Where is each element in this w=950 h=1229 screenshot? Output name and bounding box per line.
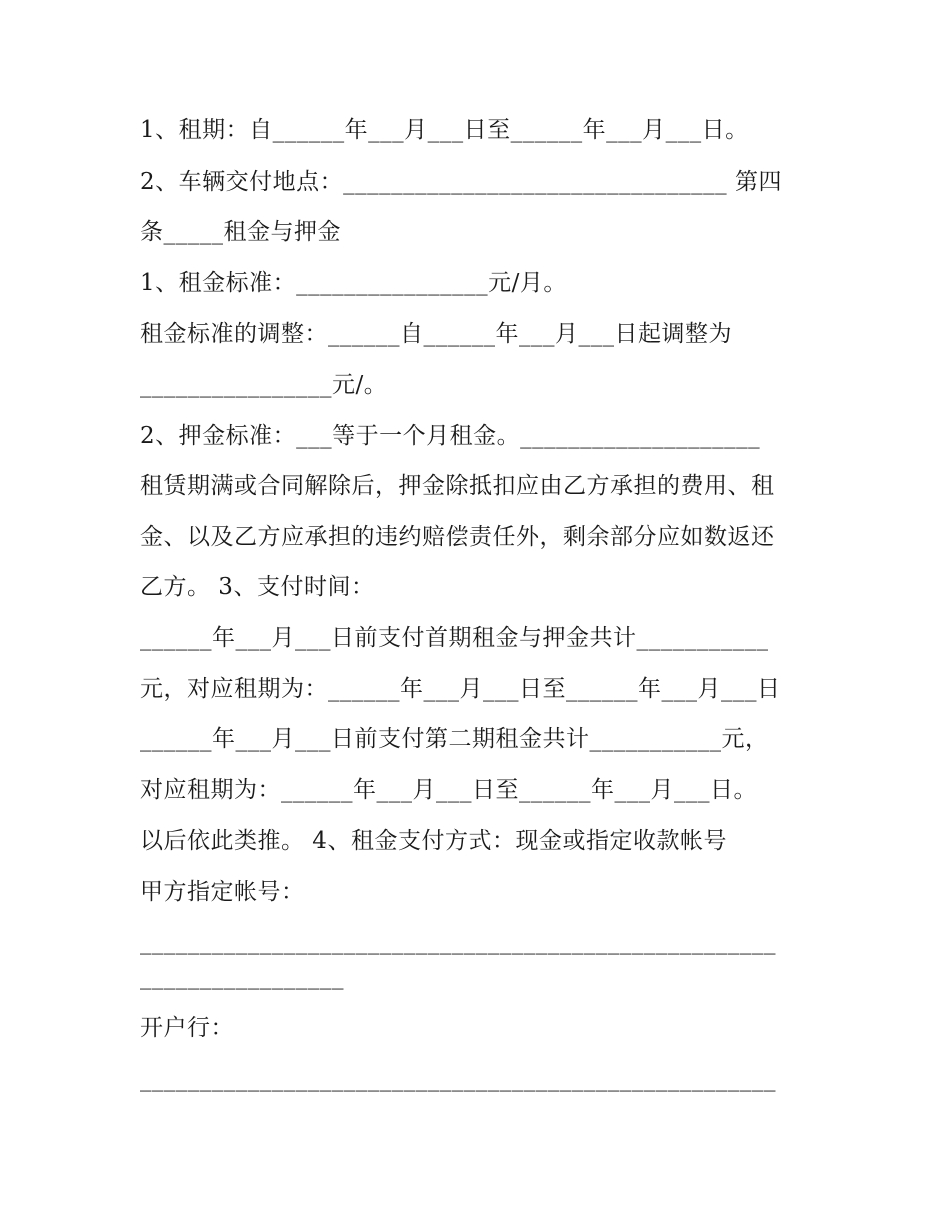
rent-adjustment-line: 租金标准的调整：______自______年___月___日起调整为 xyxy=(140,321,732,347)
lease-term-line: 1、租期：自______年___月___日至______年___月___日。 xyxy=(140,117,749,143)
bank-label: 开户行： xyxy=(140,1015,234,1041)
second-payment-line: ______年___月___日前支付第二期租金共计___________元， xyxy=(140,726,769,752)
second-payment-period-line: 对应租期为：______年___月___日至______年___月___日。 xyxy=(140,777,757,803)
rent-standard-line: 1、租金标准：________________元/月。 xyxy=(140,270,567,296)
party-a-account-label: 甲方指定帐号： xyxy=(140,879,305,905)
bank-blank-line: _____________________________________________________ xyxy=(140,1066,776,1092)
account-blank-line-1: _____________________________________________________ xyxy=(140,929,776,955)
payment-time-heading: 乙方。 3、支付时间： xyxy=(140,574,375,600)
first-payment-period-line: 元，对应租期为：______年___月___日至______年___月___日 xyxy=(140,676,781,702)
deposit-return-line-2: 金、以及乙方应承担的违约赔偿责任外，剩余部分应如数返还 xyxy=(140,524,775,550)
article-four-heading: 条_____租金与押金 xyxy=(140,219,341,245)
deposit-standard-line: 2、押金标准：___等于一个月租金。____________________ xyxy=(140,423,761,449)
payment-method-line: 以后依此类推。 4、租金支付方式：现金或指定收款帐号 xyxy=(140,828,727,854)
deposit-return-line-1: 租赁期满或合同解除后，押金除抵扣应由乙方承担的费用、租 xyxy=(140,473,775,499)
delivery-location-line: 2、车辆交付地点：________________________________ 第四 xyxy=(140,169,782,195)
rent-adjustment-amount-line: ________________元/。 xyxy=(140,372,388,398)
account-blank-line-2: _________________ xyxy=(140,964,344,990)
first-payment-line: ______年___月___日前支付首期租金与押金共计___________ xyxy=(140,625,769,651)
